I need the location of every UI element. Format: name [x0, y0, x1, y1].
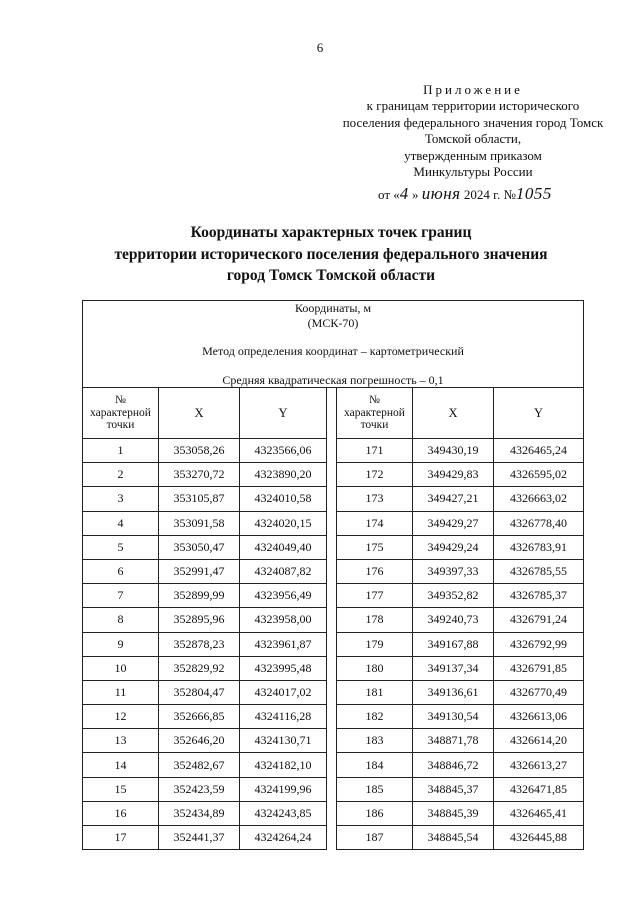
appendix-line: утвержденным приказом [404, 147, 542, 163]
y-value: 4326783,91 [494, 535, 584, 559]
column-gap [327, 705, 337, 729]
col-point-number: № характерной точки [337, 388, 413, 439]
appendix-line: к границам территории исторического [366, 98, 580, 114]
x-value: 349429,24 [413, 535, 494, 559]
table-row [83, 559, 584, 583]
table-row [83, 487, 584, 511]
y-value: 4323961,87 [240, 632, 327, 656]
point-number: 173 [337, 487, 413, 511]
x-value: 349240,73 [413, 608, 494, 632]
point-number: 17 [83, 826, 159, 850]
point-number: 8 [83, 608, 159, 632]
y-value: 4326613,06 [494, 705, 584, 729]
table-row [83, 584, 584, 608]
y-value: 4324017,02 [240, 680, 327, 704]
x-value: 352423,59 [159, 777, 240, 801]
point-number: 171 [337, 439, 413, 463]
x-value: 349130,54 [413, 705, 494, 729]
x-value: 353058,26 [159, 439, 240, 463]
point-number: 15 [83, 777, 159, 801]
point-number: 5 [83, 535, 159, 559]
x-value: 349429,83 [413, 463, 494, 487]
approval-month: июня [421, 184, 461, 203]
point-number: 175 [337, 535, 413, 559]
approval-year: 2024 г. № [460, 187, 516, 202]
column-gap [327, 388, 337, 439]
y-value: 4324243,85 [240, 801, 327, 825]
x-value: 352441,37 [159, 826, 240, 850]
appendix-line: поселения федерального значения город Томск [342, 114, 604, 130]
x-value: 353091,58 [159, 511, 240, 535]
approval-day: 4 [399, 184, 409, 203]
column-gap [327, 511, 337, 535]
table-row [83, 608, 584, 632]
x-value: 353050,47 [159, 535, 240, 559]
x-value: 352899,99 [159, 584, 240, 608]
y-value: 4326445,88 [494, 826, 584, 850]
y-value: 4326791,24 [494, 608, 584, 632]
y-value: 4324130,71 [240, 729, 327, 753]
y-value: 4323956,49 [240, 584, 327, 608]
point-number: 186 [337, 801, 413, 825]
x-value: 349429,27 [413, 511, 494, 535]
x-value: 348871,78 [413, 729, 494, 753]
x-value: 349397,33 [413, 559, 494, 583]
y-value: 4326595,02 [494, 463, 584, 487]
y-value: 4323958,00 [240, 608, 327, 632]
y-value: 4323890,20 [240, 463, 327, 487]
table-row [83, 656, 584, 680]
x-value: 352991,47 [159, 559, 240, 583]
point-number: 9 [83, 632, 159, 656]
table-row [83, 511, 584, 535]
y-value: 4326770,49 [494, 680, 584, 704]
y-value: 4323566,06 [240, 439, 327, 463]
table-row [83, 535, 584, 559]
y-value: 4324116,28 [240, 705, 327, 729]
x-value: 352482,67 [159, 753, 240, 777]
x-value: 352829,92 [159, 656, 240, 680]
approval-line [378, 184, 552, 204]
point-number: 6 [83, 559, 159, 583]
title-line: Координаты характерных точек границ [190, 224, 472, 241]
table-header [83, 301, 584, 388]
table-row [83, 680, 584, 704]
x-value: 348845,39 [413, 801, 494, 825]
point-number: 187 [337, 826, 413, 850]
col-x: X [413, 388, 494, 439]
x-value: 349137,34 [413, 656, 494, 680]
y-value: 4326792,99 [494, 632, 584, 656]
col-x: X [159, 388, 240, 439]
point-number: 14 [83, 753, 159, 777]
y-value: 4324020,15 [240, 511, 327, 535]
coords-label: Координаты, м [294, 301, 372, 315]
x-value: 348846,72 [413, 753, 494, 777]
point-number: 12 [83, 705, 159, 729]
x-value: 349167,88 [413, 632, 494, 656]
table-row [83, 826, 584, 850]
column-gap [327, 559, 337, 583]
y-value: 4324182,10 [240, 753, 327, 777]
approval-prefix: от « [378, 187, 400, 202]
coordinates-table [82, 300, 584, 850]
point-number: 182 [337, 705, 413, 729]
x-value: 352804,47 [159, 680, 240, 704]
y-value: 4326465,24 [494, 439, 584, 463]
col-y: Y [240, 388, 327, 439]
y-value: 4326785,55 [494, 559, 584, 583]
x-value: 349430,19 [413, 439, 494, 463]
y-value: 4324264,24 [240, 826, 327, 850]
y-value: 4323995,48 [240, 656, 327, 680]
point-number: 174 [337, 511, 413, 535]
y-value: 4324199,96 [240, 777, 327, 801]
column-gap [327, 439, 337, 463]
x-value: 352666,85 [159, 705, 240, 729]
col-y: Y [494, 388, 584, 439]
point-number: 1 [83, 439, 159, 463]
table-row [83, 777, 584, 801]
point-number: 185 [337, 777, 413, 801]
point-number: 177 [337, 584, 413, 608]
x-value: 352878,23 [159, 632, 240, 656]
x-value: 353270,72 [159, 463, 240, 487]
table-row [83, 753, 584, 777]
y-value: 4324087,82 [240, 559, 327, 583]
appendix-heading: Приложение [423, 82, 523, 97]
y-value: 4324010,58 [240, 487, 327, 511]
point-number: 11 [83, 680, 159, 704]
column-gap [327, 729, 337, 753]
column-gap [327, 487, 337, 511]
x-value: 349352,82 [413, 584, 494, 608]
y-value: 4326471,85 [494, 777, 584, 801]
table-row [83, 705, 584, 729]
page-number: 6 [316, 40, 324, 55]
column-gap [327, 463, 337, 487]
column-gap [327, 777, 337, 801]
column-gap [327, 584, 337, 608]
point-number: 181 [337, 680, 413, 704]
point-number: 180 [337, 656, 413, 680]
method-note: Метод определения координат – картометрический [202, 344, 464, 358]
y-value: 4326778,40 [494, 511, 584, 535]
column-gap [327, 632, 337, 656]
appendix-line: Томской области, [424, 131, 522, 147]
approval-number: 1055 [515, 184, 552, 203]
y-value: 4326785,37 [494, 584, 584, 608]
column-gap [327, 656, 337, 680]
approval-mid: » [408, 187, 422, 202]
appendix-header [336, 82, 610, 180]
column-gap [327, 535, 337, 559]
error-note: Средняя квадратическая погрешность – 0,1 [222, 372, 444, 387]
col-point-number: № характерной точки [83, 388, 159, 439]
point-number: 178 [337, 608, 413, 632]
y-value: 4326614,20 [494, 729, 584, 753]
point-number: 176 [337, 559, 413, 583]
y-value: 4324049,40 [240, 535, 327, 559]
point-number: 172 [337, 463, 413, 487]
point-number: 16 [83, 801, 159, 825]
x-value: 349427,21 [413, 487, 494, 511]
point-number: 179 [337, 632, 413, 656]
title-line: территории исторического поселения федерального значения [114, 245, 548, 263]
x-value: 348845,37 [413, 777, 494, 801]
x-value: 348845,54 [413, 826, 494, 850]
table-row [83, 439, 584, 463]
x-value: 349136,61 [413, 680, 494, 704]
table-row [83, 801, 584, 825]
column-gap [327, 801, 337, 825]
point-number: 4 [83, 511, 159, 535]
table-row [83, 729, 584, 753]
x-value: 353105,87 [159, 487, 240, 511]
point-number: 10 [83, 656, 159, 680]
point-number: 13 [83, 729, 159, 753]
title-line: город Томск Томской области [226, 267, 436, 284]
coord-system: (МСК-70) [307, 315, 359, 330]
y-value: 4326465,41 [494, 801, 584, 825]
column-gap [327, 680, 337, 704]
point-number: 7 [83, 584, 159, 608]
column-gap [327, 826, 337, 850]
point-number: 184 [337, 753, 413, 777]
y-value: 4326613,27 [494, 753, 584, 777]
document-title [100, 222, 562, 287]
point-number: 2 [83, 463, 159, 487]
table-row [83, 463, 584, 487]
column-gap [327, 753, 337, 777]
point-number: 183 [337, 729, 413, 753]
x-value: 352646,20 [159, 729, 240, 753]
point-number: 3 [83, 487, 159, 511]
y-value: 4326663,02 [494, 487, 584, 511]
appendix-line: Минкультуры России [413, 164, 533, 180]
x-value: 352895,96 [159, 608, 240, 632]
x-value: 352434,89 [159, 801, 240, 825]
table-row [83, 632, 584, 656]
y-value: 4326791,85 [494, 656, 584, 680]
column-gap [327, 608, 337, 632]
